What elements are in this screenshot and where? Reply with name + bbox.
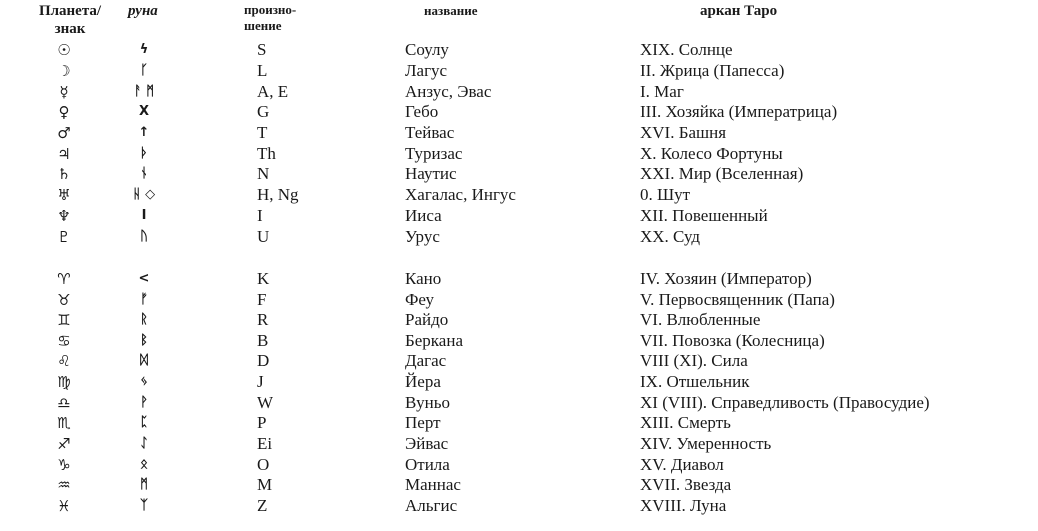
planet-symbol-icon: ♑ xyxy=(57,456,71,474)
rune-name-cell: Тейвас xyxy=(405,123,455,142)
table-row xyxy=(0,351,1038,371)
rune-name-cell: Перт xyxy=(405,413,441,432)
rune-glyph-icon: ᛉ xyxy=(140,498,148,513)
pronunciation-cell: Th xyxy=(257,144,276,163)
pronunciation-cell: G xyxy=(257,102,270,121)
header-planet-sign: Планета/ знак xyxy=(38,3,102,37)
table-row xyxy=(0,144,1038,164)
rune-glyph-icon: ᚺ ◇ xyxy=(132,187,156,202)
rune-glyph-icon: ᛒ xyxy=(140,333,148,348)
pronunciation-cell: F xyxy=(257,290,267,309)
table-row xyxy=(0,102,1038,122)
tarot-arcana-cell: VIII (XI). Сила xyxy=(640,351,748,370)
table-row xyxy=(0,269,1038,289)
planet-symbol-icon: ☽ xyxy=(57,62,71,80)
rune-name-cell: Вуньо xyxy=(405,393,450,412)
tarot-arcana-cell: I. Маг xyxy=(640,82,684,101)
table-row xyxy=(0,434,1038,454)
table-row xyxy=(0,82,1038,102)
tarot-arcana-cell: XVIII. Луна xyxy=(640,496,727,515)
pronunciation-cell: S xyxy=(257,40,267,59)
rune-glyph-icon: ᚴ xyxy=(140,63,148,78)
rune-glyph-icon: ϟ xyxy=(139,42,149,57)
tarot-arcana-cell: XVII. Звезда xyxy=(640,475,732,494)
rune-name-cell: Анзус, Эвас xyxy=(405,82,492,101)
rune-name-cell: Эйвас xyxy=(405,434,449,453)
planet-symbol-icon: ☉ xyxy=(57,41,71,59)
tarot-arcana-cell: XXI. Мир (Вселенная) xyxy=(640,164,804,183)
pronunciation-cell: L xyxy=(257,61,268,80)
pronunciation-cell: Ei xyxy=(257,434,273,453)
planet-symbol-icon: ♏ xyxy=(57,414,71,432)
table-row xyxy=(0,310,1038,330)
rune-glyph-icon: ᚢ xyxy=(140,229,148,244)
table-row xyxy=(0,413,1038,433)
rune-glyph-icon: ᛟ xyxy=(140,457,148,472)
planet-symbol-icon: ♇ xyxy=(57,228,71,246)
pronunciation-cell: W xyxy=(257,393,274,412)
planet-symbol-icon: ♋ xyxy=(57,332,71,350)
rune-name-cell: Кано xyxy=(405,269,442,288)
table-row xyxy=(0,475,1038,495)
pronunciation-cell: A, E xyxy=(257,82,289,101)
table-row xyxy=(0,164,1038,184)
rune-glyph-icon: ᛃ xyxy=(140,374,148,389)
table-row xyxy=(0,227,1038,247)
rune-name-cell: Урус xyxy=(405,227,440,246)
rune-name-cell: Маннас xyxy=(405,475,461,494)
pronunciation-cell: U xyxy=(257,227,270,246)
rune-glyph-icon: ᚦ xyxy=(140,146,148,161)
pronunciation-cell: J xyxy=(257,372,264,391)
planet-symbol-icon: ♆ xyxy=(57,207,71,225)
table-row xyxy=(0,206,1038,226)
tarot-arcana-cell: IX. Отшельник xyxy=(640,372,750,391)
table-row xyxy=(0,496,1038,516)
pronunciation-cell: D xyxy=(257,351,270,370)
rune-glyph-icon: ᛈ xyxy=(140,415,148,430)
tarot-arcana-cell: XVI. Башня xyxy=(640,123,727,142)
rune-glyph-icon: ᛇ xyxy=(140,436,148,451)
planet-symbol-icon: ♉ xyxy=(57,291,71,309)
pronunciation-cell: H, Ng xyxy=(257,185,299,204)
header-rune: руна xyxy=(128,3,158,19)
rune-name-cell: Наутис xyxy=(405,164,457,183)
rune-name-cell: Лагус xyxy=(405,61,448,80)
rune-glyph-icon: ᚱ xyxy=(140,312,148,327)
pronunciation-cell: Z xyxy=(257,496,268,515)
tarot-arcana-cell: XIII. Смерть xyxy=(640,413,731,432)
planet-symbol-icon: ♄ xyxy=(57,165,71,183)
tarot-arcana-cell: XI (VIII). Справедливость (Правосудие) xyxy=(640,393,930,412)
tarot-arcana-cell: XIV. Умеренность xyxy=(640,434,772,453)
rune-name-cell: Туризас xyxy=(405,144,463,163)
header-tarot-arcana: аркан Таро xyxy=(700,3,778,19)
planet-symbol-icon: ♂ xyxy=(57,124,71,142)
planet-symbol-icon: ♐ xyxy=(57,435,71,453)
planet-symbol-icon: ☿ xyxy=(59,83,69,101)
tarot-arcana-cell: VII. Повозка (Колесница) xyxy=(640,331,825,350)
tarot-arcana-cell: VI. Влюбленные xyxy=(640,310,761,329)
tarot-arcana-cell: V. Первосвященник (Папа) xyxy=(640,290,835,309)
planet-symbol-icon: ♍ xyxy=(57,373,71,391)
pronunciation-cell: O xyxy=(257,455,270,474)
tarot-arcana-cell: XIX. Солнце xyxy=(640,40,733,59)
tarot-arcana-cell: XV. Диавол xyxy=(640,455,724,474)
pronunciation-cell: M xyxy=(257,475,273,494)
rune-name-cell: Ииса xyxy=(405,206,442,225)
tarot-arcana-cell: X. Колесо Фортуны xyxy=(640,144,783,163)
tarot-arcana-cell: II. Жрица (Папесса) xyxy=(640,61,785,80)
planet-symbol-icon: ♅ xyxy=(57,186,71,204)
rune-glyph-icon: ᛞ xyxy=(140,353,148,368)
pronunciation-cell: T xyxy=(257,123,268,142)
rune-name-cell: Отила xyxy=(405,455,450,474)
rune-glyph-icon: ᚾ xyxy=(140,166,148,181)
pronunciation-cell: I xyxy=(257,206,263,225)
pronunciation-cell: R xyxy=(257,310,269,329)
rune-glyph-icon: ᛗ xyxy=(140,477,148,492)
rune-glyph-icon: ᚠ xyxy=(140,292,148,307)
table-row xyxy=(0,123,1038,143)
table-row xyxy=(0,331,1038,351)
rune-name-cell: Беркана xyxy=(405,331,463,350)
tarot-arcana-cell: III. Хозяйка (Императрица) xyxy=(640,102,838,121)
tarot-arcana-cell: 0. Шут xyxy=(640,185,691,204)
table-row xyxy=(0,61,1038,81)
tarot-arcana-cell: XX. Суд xyxy=(640,227,701,246)
header-name: название xyxy=(424,3,478,18)
rune-glyph-icon: I xyxy=(141,208,147,223)
table-row xyxy=(0,393,1038,413)
rune-glyph-icon: < xyxy=(138,271,150,286)
pronunciation-cell: B xyxy=(257,331,269,350)
rune-glyph-icon: ᚹ xyxy=(140,395,148,410)
rune-name-cell: Альгис xyxy=(405,496,458,515)
rune-name-cell: Гебо xyxy=(405,102,439,121)
planet-symbol-icon: ♌ xyxy=(57,352,71,370)
planet-symbol-icon: ♃ xyxy=(57,145,71,163)
table-row xyxy=(0,40,1038,60)
rune-glyph-icon: ↑ xyxy=(138,125,150,140)
pronunciation-cell: P xyxy=(257,413,267,432)
table-row xyxy=(0,372,1038,392)
table-row xyxy=(0,290,1038,310)
planet-symbol-icon: ♀ xyxy=(58,103,70,121)
planet-symbol-icon: ♒ xyxy=(57,476,71,494)
rune-name-cell: Райдо xyxy=(405,310,449,329)
pronunciation-cell: K xyxy=(257,269,270,288)
table-row xyxy=(0,455,1038,475)
tarot-arcana-cell: IV. Хозяин (Император) xyxy=(640,269,812,288)
rune-name-cell: Йера xyxy=(405,372,441,391)
tarot-arcana-cell: XII. Повешенный xyxy=(640,206,768,225)
planet-symbol-icon: ♎ xyxy=(57,394,71,412)
planet-symbol-icon: ♈ xyxy=(57,270,71,288)
planet-symbol-icon: ♓ xyxy=(57,497,71,515)
pronunciation-cell: N xyxy=(257,164,270,183)
rune-name-cell: Дагас xyxy=(405,351,447,370)
table-row xyxy=(0,185,1038,205)
header-pronunciation: произно- шение xyxy=(244,2,297,33)
rune-glyph-icon: X xyxy=(138,104,150,119)
planet-symbol-icon: ♊ xyxy=(57,311,71,329)
rune-name-cell: Соулу xyxy=(405,40,449,59)
rune-name-cell: Хагалас, Ингус xyxy=(405,185,516,204)
rune-glyph-icon: ᚨ ᛗ xyxy=(133,84,155,99)
rune-name-cell: Феу xyxy=(405,290,435,309)
